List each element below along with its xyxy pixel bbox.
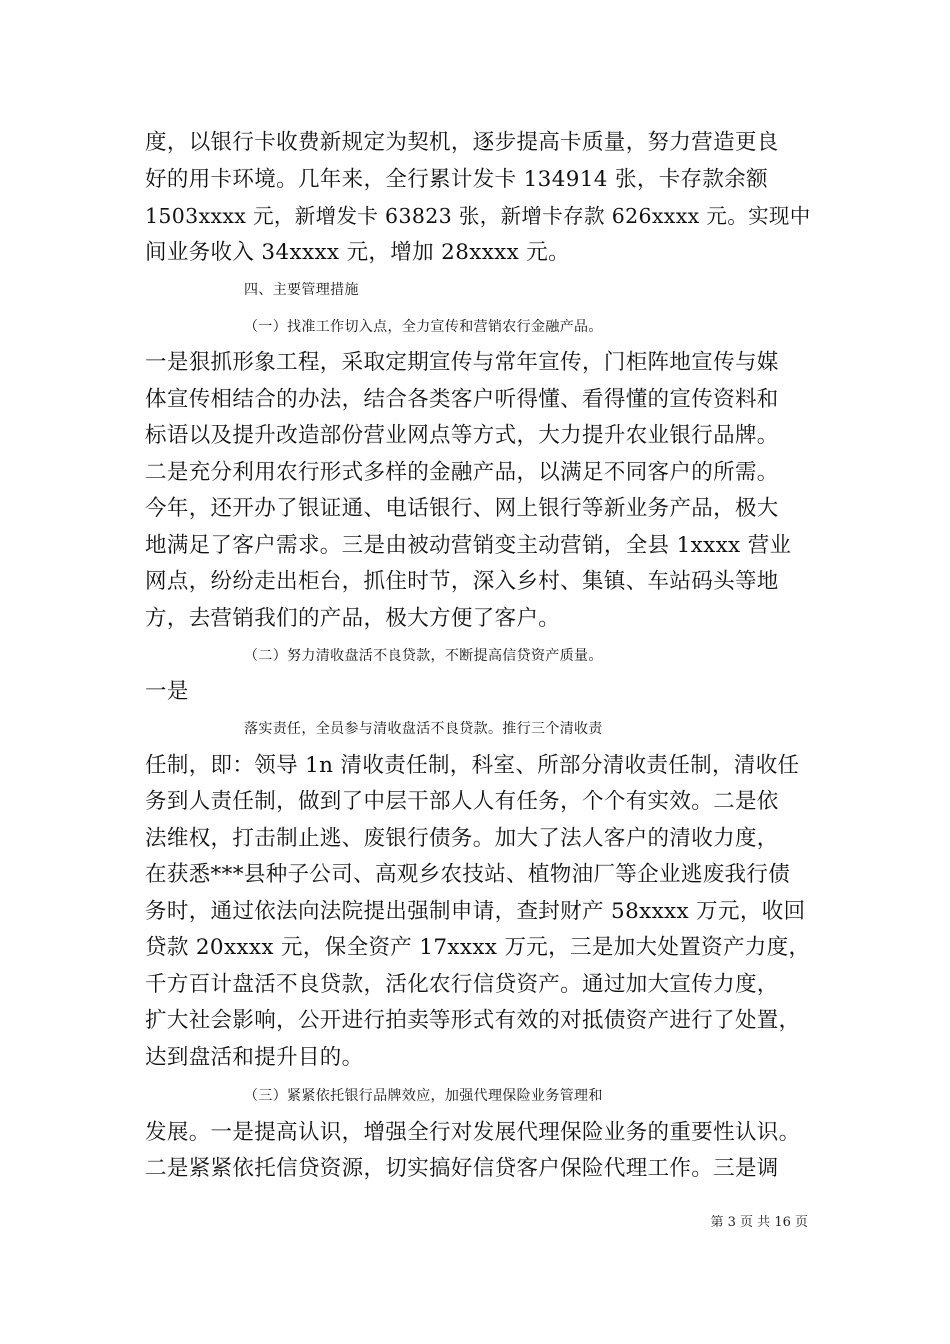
text-line: 网点，纷纷走出柜台，抓住时节，深入乡村、集镇、车站码头等地 — [145, 569, 779, 594]
text-line: 千方百计盘活不良贷款，活化农行信贷资产。通过加大宣传力度， — [145, 972, 779, 997]
text-line: 在获悉***县种子公司、高观乡农技站、植物油厂等企业逃废我行债 — [145, 862, 791, 887]
text-line: 今年，还开办了银证通、电话银行、网上银行等新业务产品，极大 — [145, 496, 779, 521]
text-line: 务时，通过依法向法院提出强制申请，查封财产 58xxxx 万元，收回 — [145, 899, 806, 924]
text-line: 地满足了客户需求。三是由被动营销变主动营销，全县 1xxxx 营业 — [145, 533, 792, 558]
text-line: 标语以及提升改造部份营业网点等方式，大力提升农业银行品牌。 — [145, 423, 779, 448]
text-line: 务到人责任制，做到了中层干部人人有任务，个个有实效。二是依 — [145, 789, 779, 814]
text-line: 二是充分利用农行形式多样的金融产品，以满足不同客户的所需。 — [145, 460, 779, 485]
text-line: 二是紧紧依托信贷资源，切实搞好信贷客户保险代理工作。三是调 — [145, 1156, 779, 1181]
text-line: 体宣传相结合的办法，结合各类客户听得懂、看得懂的宣传资料和 — [145, 387, 779, 412]
text-line: 一是狠抓形象工程，采取定期宣传与常年宣传，门柜阵地宣传与媒 — [145, 350, 779, 375]
subsection-heading: （一）找准工作切入点，全力宣传和营销农行金融产品。 — [244, 319, 603, 335]
text-line: 扩大社会影响，公开进行拍卖等形式有效的对抵债资产进行了处置， — [145, 1008, 801, 1033]
subsection-heading: （三）紧紧依托银行品牌效应，加强代理保险业务管理和 — [244, 1088, 603, 1104]
text-line: 贷款 20xxxx 元，保全资产 17xxxx 万元，三是加大处置资产力度， — [145, 935, 811, 960]
text-line: 落实责任，全员参与清收盘活不良贷款。推行三个清收责 — [244, 721, 603, 737]
text-line: 一是 — [145, 679, 189, 704]
text-line: 达到盘活和提升目的。 — [145, 1045, 364, 1070]
text-line: 间业务收入 34xxxx 元，增加 28xxxx 元。 — [145, 240, 571, 265]
subsection-heading: （二）努力清收盘活不良贷款，不断提高信贷资产质量。 — [244, 648, 603, 664]
text-line: 度，以银行卡收费新规定为契机，逐步提高卡质量，努力营造更良 — [145, 130, 779, 155]
text-line: 任制，即：领导 1n 清收责任制，科室、所部分清收责任制，清收任 — [145, 753, 800, 778]
page-number-footer: 第 3 页 共 16 页 — [710, 1215, 808, 1230]
text-line: 方，去营销我们的产品，极大方便了客户。 — [145, 606, 561, 631]
text-line: 法维权，打击制止逃、废银行债务。加大了法人客户的清收力度， — [145, 826, 779, 851]
text-line: 1503xxxx 元，新增发卡 63823 张，新增卡存款 626xxxx 元。实现中 — [145, 204, 811, 228]
text-line: 好的用卡环境。几年来，全行累计发卡 134914 张，卡存款余额 — [145, 167, 768, 192]
section-heading: 四、主要管理措施 — [244, 282, 359, 298]
text-line: 发展。一是提高认识，增强全行对发展代理保险业务的重要性认识。 — [145, 1120, 801, 1145]
